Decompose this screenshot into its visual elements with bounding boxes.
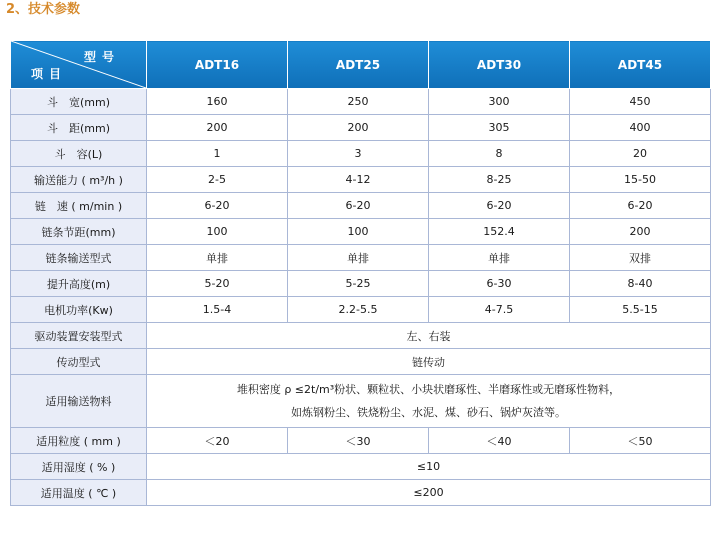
merged-value: ≤200 bbox=[147, 480, 711, 506]
cell-value: 双排 bbox=[570, 245, 711, 271]
cell-value: 6-20 bbox=[570, 193, 711, 219]
cell-value: 6-20 bbox=[147, 193, 288, 219]
cell-value: 100 bbox=[147, 219, 288, 245]
cell-value: 152.4 bbox=[429, 219, 570, 245]
cell-value: ＜20 bbox=[147, 428, 288, 454]
cell-value: 单排 bbox=[147, 245, 288, 271]
table-row bbox=[11, 297, 711, 323]
cell-value: 单排 bbox=[429, 245, 570, 271]
cell-value: ＜50 bbox=[570, 428, 711, 454]
cell-value: 6-20 bbox=[288, 193, 429, 219]
cell-value: 1 bbox=[147, 141, 288, 167]
table-row bbox=[11, 167, 711, 193]
row-label: 适用温度 ( ℃ ) bbox=[11, 480, 147, 506]
cell-value: 4-12 bbox=[288, 167, 429, 193]
row-label: 适用粒度 ( mm ) bbox=[11, 428, 147, 454]
cell-value: 4-7.5 bbox=[429, 297, 570, 323]
cell-value: 200 bbox=[147, 115, 288, 141]
cell-value: 400 bbox=[570, 115, 711, 141]
row-label: 斗 宽(mm) bbox=[11, 89, 147, 115]
row-label: 斗 距(mm) bbox=[11, 115, 147, 141]
table-row bbox=[11, 193, 711, 219]
table-row bbox=[11, 428, 711, 454]
table-row bbox=[11, 480, 711, 506]
cell-value: 6-20 bbox=[429, 193, 570, 219]
cell-value: 200 bbox=[288, 115, 429, 141]
row-label: 链 速 ( m/min ) bbox=[11, 193, 147, 219]
cell-value: 20 bbox=[570, 141, 711, 167]
model-header: ADT25 bbox=[288, 41, 429, 89]
table-row bbox=[11, 323, 711, 349]
cell-value: 3 bbox=[288, 141, 429, 167]
corner-cell bbox=[11, 41, 147, 89]
section-title: 2、技术参数 bbox=[6, 2, 81, 17]
corner-model-label: 型号 bbox=[83, 50, 120, 64]
merged-value: 链传动 bbox=[147, 349, 711, 375]
cell-value: 160 bbox=[147, 89, 288, 115]
row-label: 输送能力 ( m³/h ) bbox=[11, 167, 147, 193]
cell-value: 6-30 bbox=[429, 271, 570, 297]
merged-value: ≤10 bbox=[147, 454, 711, 480]
cell-value: 1.5-4 bbox=[147, 297, 288, 323]
cell-value: 2-5 bbox=[147, 167, 288, 193]
model-header: ADT45 bbox=[570, 41, 711, 89]
material-line-2: 如炼钢粉尘、铁烧粉尘、水泥、煤、砂石、锅炉灰渣等。 bbox=[291, 406, 566, 419]
cell-value: 5.5-15 bbox=[570, 297, 711, 323]
cell-value: 8-40 bbox=[570, 271, 711, 297]
row-label: 电机功率(Kw) bbox=[11, 297, 147, 323]
cell-value: 450 bbox=[570, 89, 711, 115]
table-row bbox=[11, 375, 711, 428]
row-label: 适用输送物料 bbox=[11, 375, 147, 428]
cell-value: 100 bbox=[288, 219, 429, 245]
spec-table bbox=[10, 40, 711, 506]
model-header: ADT30 bbox=[429, 41, 570, 89]
row-label: 驱动装置安装型式 bbox=[11, 323, 147, 349]
table-header-row bbox=[11, 41, 711, 89]
table-row bbox=[11, 141, 711, 167]
table-row bbox=[11, 454, 711, 480]
cell-value: 200 bbox=[570, 219, 711, 245]
cell-value: 8-25 bbox=[429, 167, 570, 193]
table-row bbox=[11, 219, 711, 245]
cell-value: ＜30 bbox=[288, 428, 429, 454]
table-row bbox=[11, 349, 711, 375]
cell-value: 5-20 bbox=[147, 271, 288, 297]
row-label: 链条输送型式 bbox=[11, 245, 147, 271]
cell-value: 15-50 bbox=[570, 167, 711, 193]
material-line-1: 堆积密度 ρ ≤2t/m³粉状、颗粒状、小块状磨琢性、半磨琢性或无磨琢性物料， bbox=[236, 383, 621, 396]
cell-value: 305 bbox=[429, 115, 570, 141]
table-row bbox=[11, 271, 711, 297]
merged-value bbox=[147, 375, 711, 428]
model-header: ADT16 bbox=[147, 41, 288, 89]
cell-value: 250 bbox=[288, 89, 429, 115]
cell-value: 8 bbox=[429, 141, 570, 167]
merged-value: 左、右装 bbox=[147, 323, 711, 349]
row-label: 传动型式 bbox=[11, 349, 147, 375]
table-row bbox=[11, 89, 711, 115]
row-label: 链条节距(mm) bbox=[11, 219, 147, 245]
cell-value: 单排 bbox=[288, 245, 429, 271]
corner-item-label: 项目 bbox=[31, 67, 68, 81]
table-row bbox=[11, 245, 711, 271]
cell-value: ＜40 bbox=[429, 428, 570, 454]
table-row bbox=[11, 115, 711, 141]
row-label: 斗 容(L) bbox=[11, 141, 147, 167]
row-label: 提升高度(m) bbox=[11, 271, 147, 297]
cell-value: 300 bbox=[429, 89, 570, 115]
cell-value: 5-25 bbox=[288, 271, 429, 297]
cell-value: 2.2-5.5 bbox=[288, 297, 429, 323]
row-label: 适用湿度 ( % ) bbox=[11, 454, 147, 480]
